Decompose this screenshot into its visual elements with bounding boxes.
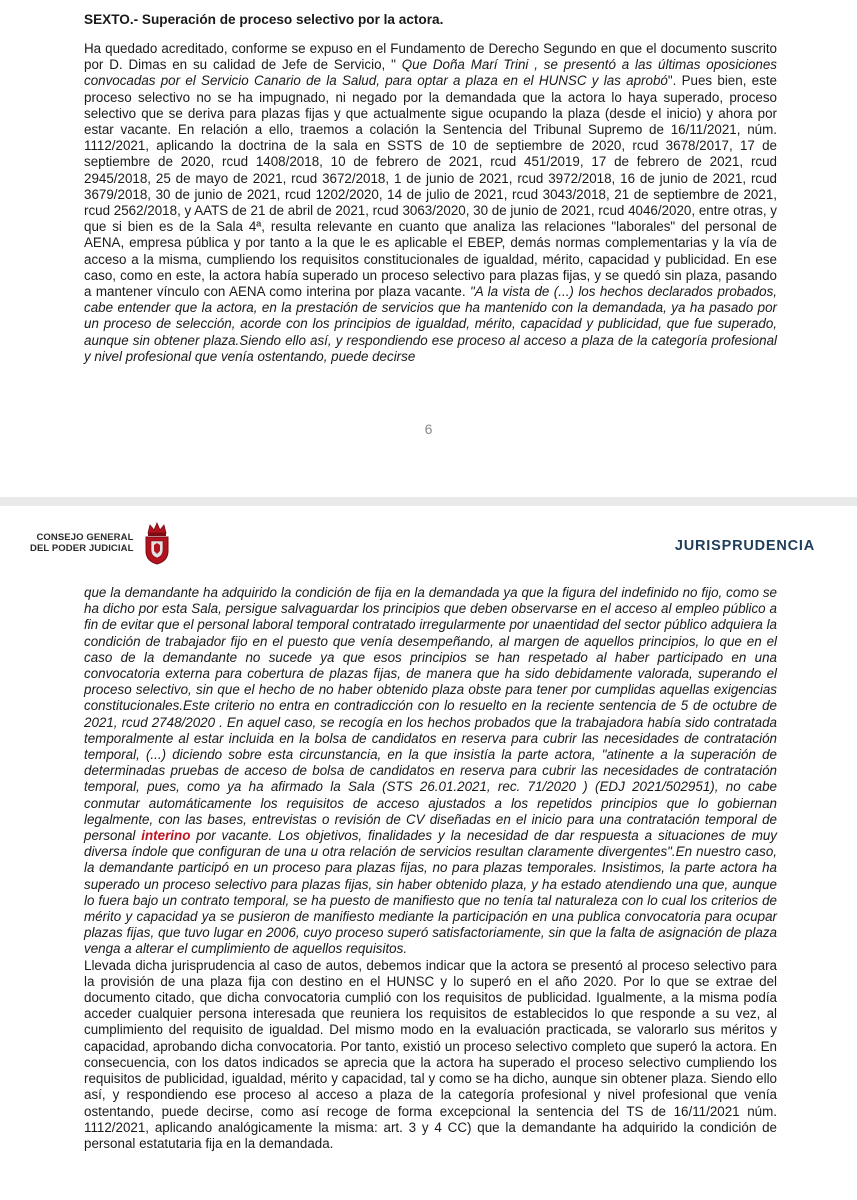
highlighted-term: interino xyxy=(141,828,191,844)
text-run: que la demandante ha adquirido la condición de fija en la demandada ya que la figura del indefinido no fijo, como se ha dicho por esta Sala, persigue salvaguardar los principios que deben observarse en el acceso al empleo público a fin de evitar que el personal laboral temporal contratado irregularmente por unaentidad del sector público adquiera la condición de trabajador fijo en el puesto que venía desempeñando, al margen de aquellos principios, lo que en el caso de la demandante no sucede ya que esos principios se han respetado al haber participado en una convocatoria externa para cobertura de plazas fijas, de manera que ha sido debidamente valorada, superando el proceso selectivo, sin que el hecho de no haber obtenido plaza obste para tener por cumplidas aquellas exigencias constitucionales.Este criterio no entra en contradicción con lo resuelto en la reciente sentencia de 5 de octubre de 2021, rcud 2748/2020 . En aquel caso, se recogía en los hechos probados que la trabajadora había sido contratada temporalmente al estar incluida en la bolsa de candidatos en reserva para cubrir las necesidades de contratación temporal, (...) diciendo sobre esta circunstancia, en la que insistía la parte actora, "atinente a la superación de determinadas pruebas de acceso de bolsa de candidatos en reserva para cubrir las necesidades de contratación temporal, pues, como ya ha afirmado la Sala (STS 26.01.2021, rec. 71/2020 ) (EDJ 2021/502951), no cabe conmutar automáticamente los requisitos de acceso ajustados a los repetidos principios que lo gobiernan legalmente, con las bases, entrevistas o revisión de CV diseñadas en el inicio para una contratación temporal de personal xyxy=(84,585,777,844)
text-run: ". Pues bien, este proceso selectivo no se ha impugnado, ni negado por la demandada que la actora lo haya superado, proceso selectivo que se deriva para plazas fijas y que actualmente sigue ocupando la plaza (desde el inicio) y ahora por estar vacante. En relación a ello, traemos a colación la Sentencia del Tribunal Supremo de 16/11/2021, núm. 1112/2021, aplicando la doctrina de la sala en SSTS de 10 de septiembre de 2020, rcud 3678/2017, 17 de septiembre de 2020, rcud 1408/2018, 10 de febrero de 2021, rcud 451/2019, 17 de febrero de 2021, rcud 2945/2018, 25 de mayo de 2021, rcud 3672/2018, 1 de junio de 2021, rcud 3972/2018, 16 de junio de 2021, rcud 3679/2018, 30 de junio de 2021, rcud 1202/2020, 14 de julio de 2021, rcud 3043/2018, 21 de septiembre de 2021, rcud 2562/2018, y AATS de 21 de abril de 2021, rcud 3063/2020, 30 de junio de 2021, rcud 4046/2020, entre otras, y que si bien es de la Sala 4ª, resulta relevante en cuanto que analiza las relaciones "laborales" del personal de AENA, empresa pública y por tanto a la que le es aplicable el EBEP, demás normas complementarias y la vía de acceso a la misma, cumpliendo los requisitos constitucionales de igualdad, mérito, capacidad y publicidad. En ese caso, como en este, la actora había superado un proceso selectivo para plazas fijas, y se quedó sin plaza, pasando a mantener vínculo con AENA como interina por plaza vacante. xyxy=(84,73,777,300)
document-page-7 xyxy=(0,506,857,1200)
text-run: por vacante. Los objetivos, finalidades y la necesidad de dar respuesta a situaciones de muy diversa índole que configuran de una u otra relación de servicios resultan claramente divergentes".En nuestro caso, la demandante participó en un proceso para plazas fijas, no para plazas temporales. Insistimos, la parte actora ha superado un proceso selectivo para plazas fijas, sin haber obtenido plaza, y ha estado atendiendo una que, aunque lo fuera bajo un contrato temporal, se ha puesto de manifiesto que no tenía tal naturaleza con lo cual los criterios de mérito y capacidad ya se pusieron de manifiesto mediante la participación en una publica convocatoria para ocupar plazas fijas, que tuvo lugar en 2006, cuyo proceso superó satisfactoriamente, sin que la falta de asignación de plaza venga a alterar el cumplimiento de aquellos requisitos. xyxy=(84,828,777,957)
cgpj-logo xyxy=(30,520,174,566)
crown-seal-icon xyxy=(140,521,174,565)
org-name-line2: DEL PODER JUDICIAL xyxy=(30,543,134,554)
page-separator xyxy=(0,497,857,506)
org-name xyxy=(30,532,134,554)
section-heading: SEXTO.- Superación de proceso selectivo por la actora. xyxy=(84,12,444,27)
text-run: Ha quedado acreditado, conforme se expuso en el Fundamento de Derecho Segundo en que el documento suscrito por D. Dimas en su calidad de Jefe de Servicio, " xyxy=(84,41,777,73)
quote-run: "A la vista de (...) los hechos declarados probados, cabe entender que la actora, en la prestación de servicios que ha mantenido con la demandada, ya ha pasado por un proceso de selección, acorde con los principios de igualdad, mérito, capacidad y publicidad, que fue superado, aunque sin obtener plaza.Siendo ello así, y respondiendo ese proceso al acceso a plaza de la categoría profesional y nivel profesional que venía ostentando, puede decirse xyxy=(84,284,777,364)
section-label: JURISPRUDENCIA xyxy=(674,538,815,554)
paragraph-sexto xyxy=(84,41,777,365)
paragraph-conclusion: Llevada dicha jurisprudencia al caso de autos, debemos indicar que la actora se presentó al proceso selectivo para la provisión de una plaza fija con destino en el HUNSC y lo superó en el año 2020. Por lo que se extrae del documento citado, que dicha convocatoria cumplió con los requisitos de publicidad. Igualmente, a la misma podía acceder cualquier persona interesada que reuniera los requisitos de establecidos lo que responde a su vez, al cumplimiento del requisito de igualdad. Del mismo modo en la evaluación practicada, se valorarlo sus méritos y capacidad, aprobando dicha convocatoria. Por tanto, existió un proceso selectivo completo que superó la actora. En consecuencia, con los datos indicados se aprecia que la actora ha superado el proceso selectivo cumpliendo los requisitos de publicidad, igualdad, mérito y capacidad, tal y como se ha dicho, aunque sin obtener plaza. Siendo ello así, y respondiendo ese proceso al acceso a plaza de la categoría profesional y nivel profesional que venía ostentando, puede decirse, como así recoge de forma excepcional la sentencia del TS de 16/11/2021 núm. 1112/2021, aplicando analógicamente la misma: art. 3 y 4 CC) que la demandante ha adquirido la condición de personal estatutaria fija en la demandada. xyxy=(84,957,777,1151)
quote-run: Que Doña Marí Trini , se presentó a las últimas oposiciones convocadas por el Servicio Canario de la Salud, para optar a plaza en el HUNSC y las aprobó xyxy=(84,57,778,89)
page-number: 6 xyxy=(424,421,433,437)
paragraph-continuation xyxy=(84,585,777,1152)
org-name-line1: CONSEJO GENERAL xyxy=(36,532,134,543)
document-page-6 xyxy=(0,0,857,497)
